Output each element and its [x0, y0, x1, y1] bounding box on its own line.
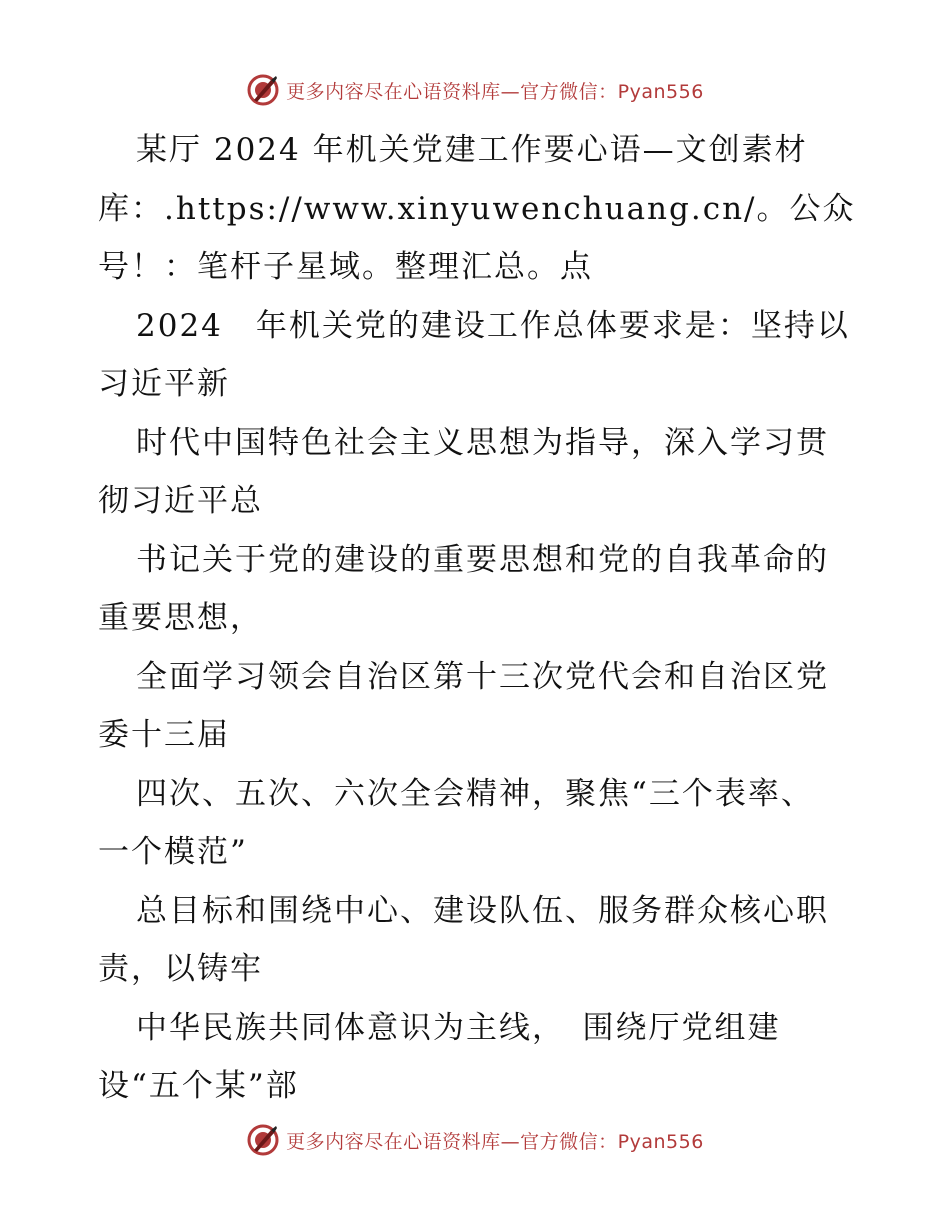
text-line: 四次、五次、六次全会精神，聚焦“三个表率、 — [136, 775, 814, 812]
footer-banner — [0, 1120, 950, 1160]
banner-text: 更多内容尽在心语资料库—官方微信：Pyan556 — [286, 80, 704, 103]
header-banner — [0, 70, 950, 110]
brush-logo-icon — [246, 73, 280, 107]
text-line: 时代中国特色社会主义思想为指导，深入学习贯 — [136, 424, 829, 461]
text-line: 一个模范” — [98, 834, 248, 870]
document-body — [98, 121, 858, 1116]
banner-text: 更多内容尽在心语资料库—官方微信：Pyan556 — [286, 1130, 704, 1153]
text-line: 某厅 2024 年机关党建工作要心语—文创素材 — [136, 132, 808, 168]
text-line: 委十三届 — [98, 717, 230, 753]
text-line: 彻习近平总 — [98, 483, 263, 519]
text-line: 全面学习领会自治区第十三次党代会和自治区党 — [136, 658, 829, 695]
text-line: 书记关于党的建设的重要思想和党的自我革命的 — [136, 541, 829, 578]
text-line: 2024 年机关党的建设工作总体要求是：坚持以 — [136, 307, 850, 344]
text-line: 中华民族共同体意识为主线， 围绕厅党组建 — [136, 1009, 781, 1046]
text-line: 责，以铸牢 — [98, 951, 263, 987]
text-line: 总目标和围绕中心、建设队伍、服务群众核心职 — [136, 892, 829, 929]
brush-logo-icon — [246, 1123, 280, 1157]
text-line: 习近平新 — [98, 366, 230, 402]
text-line: 号！：笔杆子星域。整理汇总。点 — [98, 249, 593, 285]
text-line: 库：.https://www.xinyuwenchuang.cn/。公众 — [98, 190, 856, 227]
text-line: 重要思想， — [98, 600, 263, 636]
text-line: 设“五个某”部 — [98, 1068, 299, 1104]
